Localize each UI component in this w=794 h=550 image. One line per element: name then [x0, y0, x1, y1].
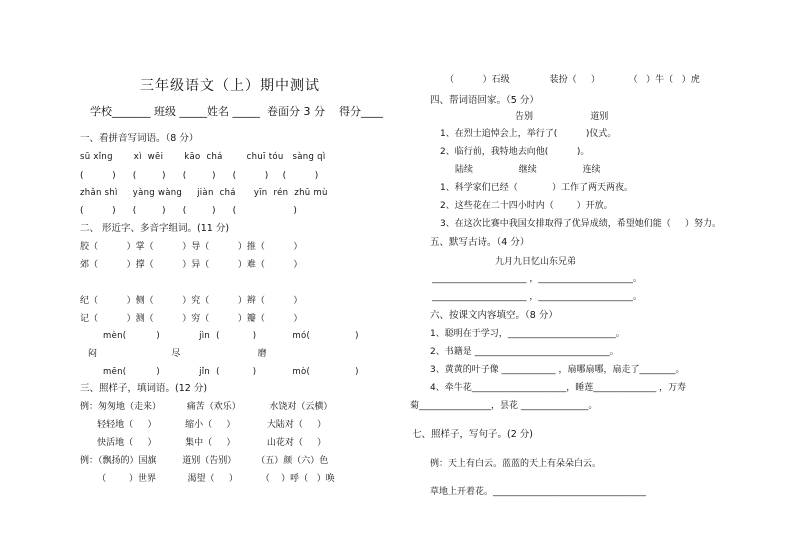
sentence-question: 草地上开着花。__________________________________ — [430, 487, 647, 497]
poem-title: 九月九日忆山东兄弟 — [495, 257, 577, 267]
section-5-title: 五、默写古诗。（4 分） — [430, 237, 530, 248]
page-title: 三年级语文（上）期中测试 — [140, 78, 320, 94]
text-fill-2: 2、书籍是 ______________________________。 — [430, 347, 619, 357]
text-fill-4-continued: 菊________________，昙花 _______________。 — [410, 401, 598, 411]
sentence-example: 例：天上有白云。蓝蓝的天上有朵朵白云。 — [430, 459, 602, 469]
fill-question-2: 2、临行前，我特地去向他( )。 — [440, 147, 590, 157]
student-info-header: 学校_______ 班级 _____姓名 _____ 卷面分 3 分 得分____ — [90, 105, 383, 118]
fill-question-1: 1、在烈士追悼会上，举行了( )仪式。 — [440, 129, 617, 139]
polyphone-pinyin-row-1: mèn( ) jìn ( ) mó( ) — [103, 331, 359, 341]
section-7-title: 七、照样子，写句子。(2 分) — [412, 429, 533, 440]
poem-line-1: _____________________ ，_____________________。 — [432, 274, 642, 284]
word-fill-row-3: （ ）世界 渴望（ ） （ ）呼（ ）唤 — [80, 474, 335, 484]
text-fill-4: 4、牵牛花_____________________，睡莲______________ ，万寿 — [430, 383, 687, 393]
word-choices-1: 告别 道别 — [515, 112, 609, 122]
section-4-title: 四、帮词语回家。（5 分） — [430, 95, 539, 106]
fill-question-4: 2、这些花在二十四小时内（ ）开放。 — [440, 201, 613, 211]
fill-question-3: 1、科学家们已经（ ）工作了两天两夜。 — [440, 183, 634, 193]
word-example-row-2: 例：（飘扬的）国旗 道别（告别） （五）颜（六）色 — [80, 456, 329, 466]
text-fill-1: 1、聪明在于学习，________________________。 — [430, 329, 625, 339]
section-6-title: 六、按课文内容填空。（8 分） — [430, 310, 558, 321]
word-fill-row-2: 快活地（ ） 集中（ ） 山花对（ ） — [80, 438, 327, 448]
poem-line-2: _____________________ ，_____________________。 — [432, 292, 642, 302]
similar-chars-row-2: 郊（ ）撑（ ）异（ ）难（ ） — [80, 260, 303, 270]
text-fill-3: 3、黄黄的叶子像 ____________ ，扇哪扇哪，扇走了________。 — [430, 365, 685, 375]
section-3-title: 三、照样子，填词语。(12 分) — [80, 383, 208, 394]
word-example-row-1: 例：匆匆地（走来） 痛苦（欢乐） 水饶对（云横） — [80, 402, 333, 412]
word-fill-row-1: 轻轻地（ ） 缩小（ ） 大陆对（ ） — [80, 420, 327, 430]
fill-question-5: 3、在这次比赛中我国女排取得了优异成绩，希望她们能（ ）努力。 — [440, 219, 722, 229]
section-1-title: 一、看拼音写词语。（8 分） — [80, 133, 199, 144]
answer-brackets-row-2: ( ) ( ) ( ) ( ) — [80, 206, 297, 216]
pinyin-row-2: zhǎn shì yàng wàng jiàn chá yīn rén zhū mù — [80, 188, 328, 198]
similar-chars-row-3: 纪（ ）侧（ ）究（ ）辫（ ） — [80, 296, 303, 306]
section-2-title: 二、 形近字、多音字组词。(11 分) — [80, 223, 230, 234]
polyphone-pinyin-row-2: mēn( ) jǐn ( ) mò( ) — [103, 367, 359, 377]
similar-chars-row-1: 胶（ ）掌（ ）导（ ）推（ ） — [80, 242, 303, 252]
word-choices-2: 陆续 继续 连续 — [455, 165, 601, 175]
answer-brackets-row-1: ( ) ( ) ( ) ( ) ( ) — [80, 171, 319, 181]
polyphone-chars-row: 闷 尽 磨 — [88, 349, 267, 359]
pinyin-row-1: sū xǐng xì wēi kāo chá chuī tóu sàng qì — [80, 152, 326, 162]
word-fill-row-4: （ ）石级 装扮（ ） （ ）牛（ ）虎 — [445, 75, 700, 85]
similar-chars-row-4: 记（ ）测（ ）穷（ ）瓣（ ） — [80, 314, 303, 324]
